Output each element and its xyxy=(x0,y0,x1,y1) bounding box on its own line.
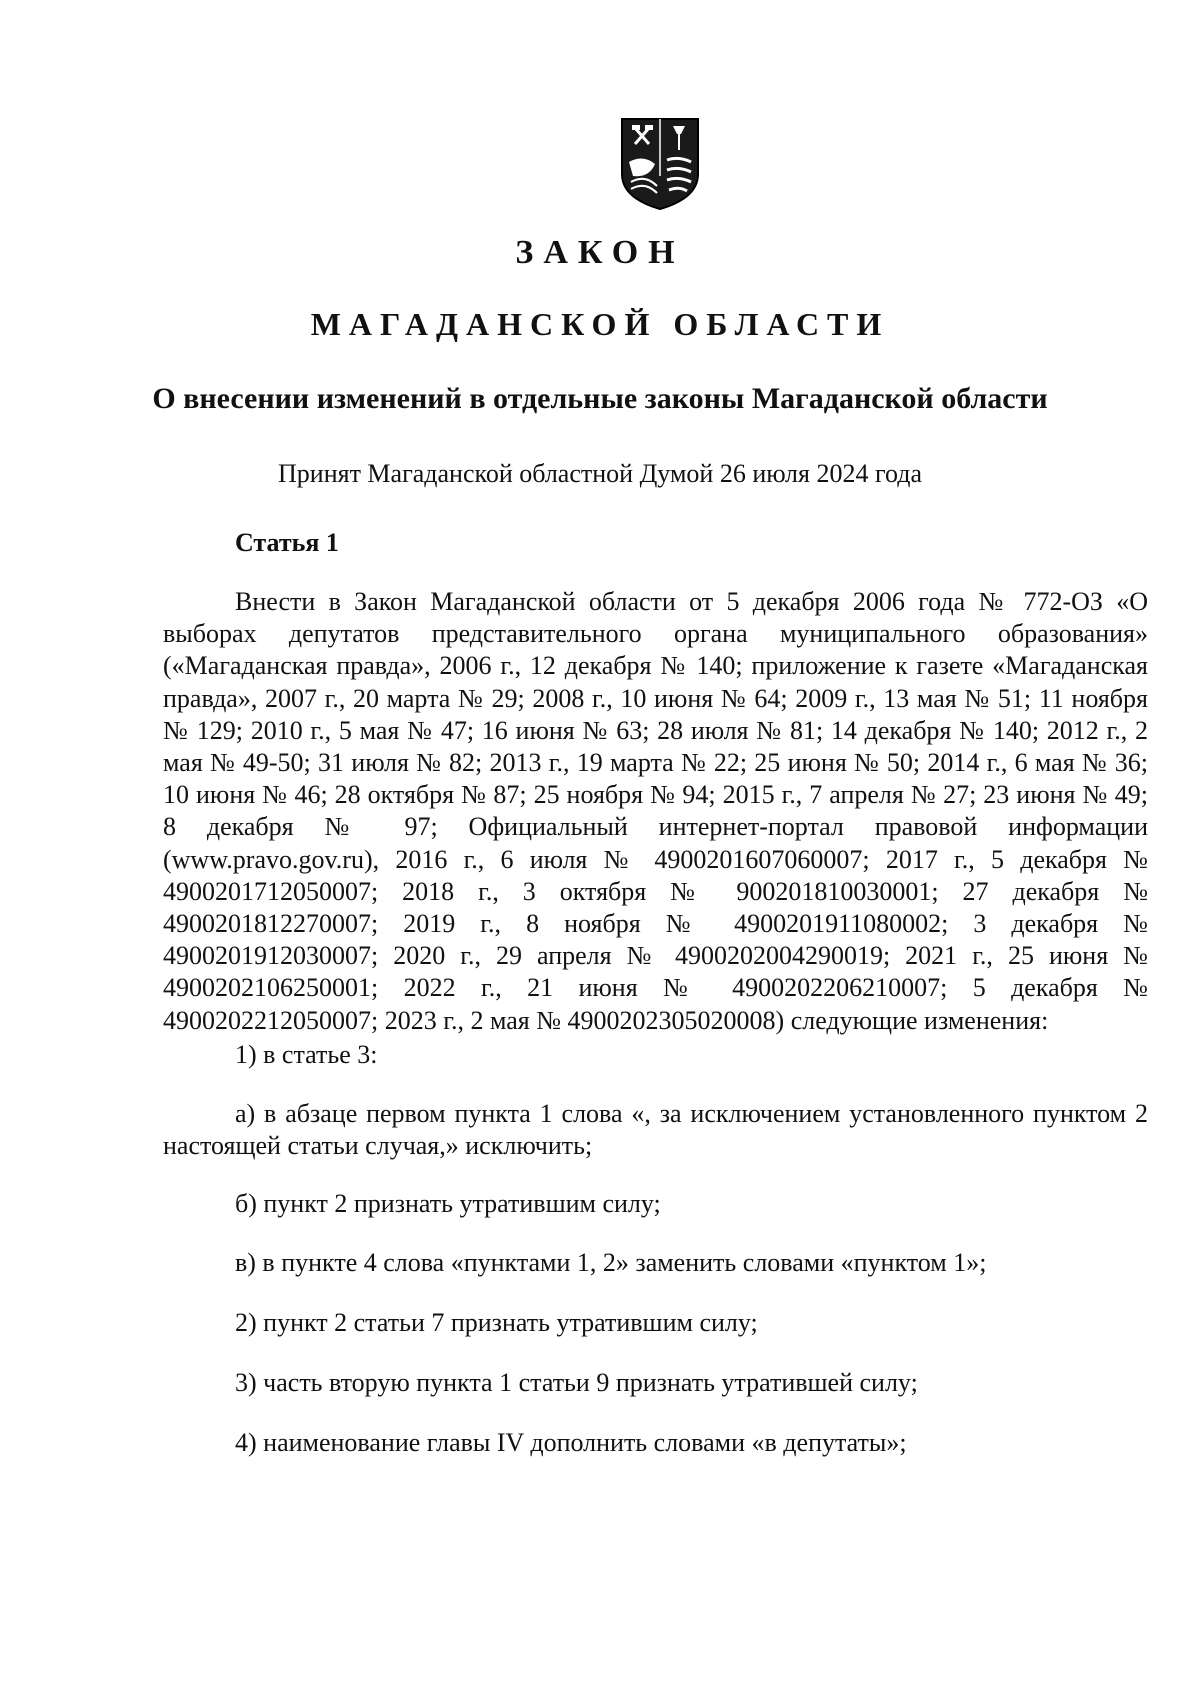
article-title: Статья 1 xyxy=(235,528,339,557)
list-item: б) пункт 2 признать утратившим силу; xyxy=(235,1189,661,1218)
region-heading: МАГАДАНСКОЙ ОБЛАСТИ xyxy=(310,306,890,342)
list-item: а) в абзаце первом пункта 1 слова «, за исключением установленного пунктом 2 настоящей статьи случая,» исключить; xyxy=(163,1099,1148,1161)
law-heading: ЗАКОН xyxy=(515,234,685,271)
law-subject-title: О внесении изменений в отдельные законы Магаданской области xyxy=(152,382,1048,415)
list-item: 2) пункт 2 статьи 7 признать утратившим силу; xyxy=(235,1308,758,1337)
list-item: 1) в статье 3: xyxy=(235,1040,378,1069)
list-item: 4) наименование главы IV дополнить словами «в депутаты»; xyxy=(235,1428,907,1457)
list-item: в) в пункте 4 слова «пунктами 1, 2» заменить словами «пунктом 1»; xyxy=(235,1248,987,1277)
article-body-paragraph: Внести в Закон Магаданской области от 5 декабря 2006 года № 772-ОЗ «О выборах депутатов представительного органа муниципального образования» («Магаданская правда», 2006 г., 12 декабря № 140; приложение к газете «Магаданская правда», 2007 г., 20 марта № 29; 2008 г., 10 июня № 64; 2009 г., 13 мая № 51; 11 ноября № 129; 2010 г., 5 мая № 47; 16 июня № 63; 28 июля № 81; 14 декабря № 140; 2012 г., 2 мая № 49-50; 31 июля № 82; 2013 г., 19 марта № 22; 25 июня № 50; 2014 г., 6 мая № 36; 10 июня № 46; 28 октября № 87; 25 ноября № 94; 2015 г., 7 апреля № 27; 23 июня № 49; 8 декабря № 97; Официальный интернет-портал правовой информации (www.pravo.gov.ru), 2016 г., 6 июля № 4900201607060007; 2017 г., 5 декабря № 4900201712050007; 2018 г., 3 октября № 900201810030001; 27 декабря № 4900201812270007; 2019 г., 8 ноября № 4900201911080002; 3 декабря № 4900201912030007; 2020 г., 29 апреля № 4900202004290019; 2021 г., 25 июня № 4900202106250001; 2022 г., 21 июня № 4900202206210007; 5 декабря № 4900202212050007; 2023 г., 2 мая № 4900202305020008) следующие изменения: xyxy=(163,587,1148,1035)
coat-of-arms-emblem-icon xyxy=(619,116,701,211)
list-item: 3) часть вторую пункта 1 статьи 9 признать утратившей силу; xyxy=(235,1368,918,1397)
adoption-line: Принят Магаданской областной Думой 26 июля 2024 года xyxy=(278,459,922,488)
